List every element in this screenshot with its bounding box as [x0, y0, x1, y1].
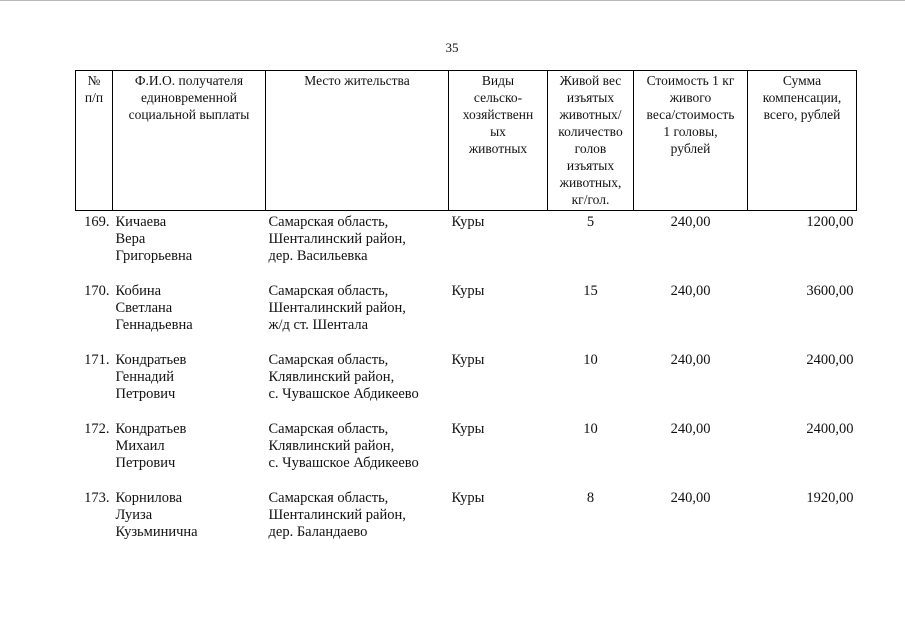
compensation-table — [75, 70, 857, 556]
row-name — [113, 349, 266, 418]
row-address — [266, 487, 449, 556]
text-line: Живой вес — [559, 73, 622, 88]
text-line: изъятых — [566, 90, 615, 105]
text-line: Ф.И.О. получателя — [134, 73, 244, 88]
text-line: живого — [669, 90, 712, 105]
text-line: Сумма — [782, 73, 822, 88]
text-line: дер. Баландаево — [268, 524, 368, 540]
row-qty: 8 — [586, 490, 595, 506]
row-total: 2400,00 — [806, 421, 854, 437]
row-address — [266, 418, 449, 487]
text-line: с. Чувашское Абдикеево — [268, 455, 419, 471]
header-total — [748, 71, 857, 211]
text-line: Петрович — [115, 455, 176, 471]
row-name — [113, 487, 266, 556]
text-line: Самарская область, — [268, 352, 389, 368]
table-row — [76, 211, 857, 281]
text-line: Геннадьевна — [115, 317, 193, 333]
text-line: с. Чувашское Абдикеево — [268, 386, 419, 402]
row-name — [113, 280, 266, 349]
text-line: изъятых — [566, 158, 615, 173]
text-line: хозяйственн — [462, 107, 534, 122]
text-line: Стоимость 1 кг — [646, 73, 735, 88]
text-line: животных, — [559, 175, 622, 190]
text-line: Петрович — [115, 386, 176, 402]
row-animal: Куры — [451, 490, 485, 506]
row-animal: Куры — [451, 421, 485, 437]
text-line: Вера — [115, 231, 146, 247]
text-line: Самарская область, — [268, 283, 389, 299]
text-line: всего, рублей — [763, 107, 841, 122]
text-line: кг/гол. — [571, 192, 610, 207]
row-num: 169. — [84, 214, 110, 230]
text-line: Корнилова — [115, 490, 183, 506]
text-line: Светлана — [115, 300, 173, 316]
row-name — [113, 418, 266, 487]
row-animal: Куры — [451, 283, 485, 299]
header-name — [113, 71, 266, 211]
text-line: социальной выплаты — [128, 107, 250, 122]
row-total: 2400,00 — [806, 352, 854, 368]
text-line: № — [87, 73, 101, 88]
text-line: животных — [468, 141, 528, 156]
row-price: 240,00 — [670, 421, 711, 437]
text-line: Кондратьев — [115, 421, 187, 437]
text-line: Григорьевна — [115, 248, 193, 264]
text-line: Клявлинский район, — [268, 369, 395, 385]
table-row — [76, 280, 857, 349]
row-num: 173. — [84, 490, 110, 506]
row-total: 1920,00 — [806, 490, 854, 506]
row-animal: Куры — [451, 214, 485, 230]
text-line: Кондратьев — [115, 352, 187, 368]
text-line: ж/д ст. Шентала — [268, 317, 369, 333]
row-price: 240,00 — [670, 352, 711, 368]
text-line: веса/стоимость — [646, 107, 735, 122]
text-line: дер. Васильевка — [268, 248, 368, 264]
row-price: 240,00 — [670, 283, 711, 299]
text-line: Место жительства — [304, 73, 410, 88]
table-header-row — [76, 71, 857, 211]
row-qty: 10 — [583, 421, 598, 437]
text-line: Шенталинский район, — [268, 300, 406, 316]
text-line: ых — [490, 124, 506, 139]
text-line: Геннадий — [115, 369, 175, 385]
row-qty: 15 — [583, 283, 598, 299]
text-line: единовременной — [141, 90, 237, 105]
header-animal-type — [449, 71, 548, 211]
header-residence — [266, 71, 449, 211]
text-line: Виды — [481, 73, 515, 88]
row-price: 240,00 — [670, 214, 711, 230]
text-line: Михаил — [115, 438, 165, 454]
text-line: Шенталинский район, — [268, 231, 406, 247]
row-total: 3600,00 — [806, 283, 854, 299]
row-animal: Куры — [451, 352, 485, 368]
row-total: 1200,00 — [806, 214, 854, 230]
text-line: Кобина — [115, 283, 162, 299]
text-line: голов — [574, 141, 607, 156]
text-line: Самарская область, — [268, 421, 389, 437]
text-line: п/п — [84, 90, 104, 105]
table-row — [76, 418, 857, 487]
text-line: Кичаева — [115, 214, 167, 230]
row-num: 171. — [84, 352, 110, 368]
text-line: компенсации, — [762, 90, 842, 105]
header-num — [76, 71, 113, 211]
page-number: 35 — [445, 40, 459, 55]
text-line: Самарская область, — [268, 214, 389, 230]
row-qty: 5 — [586, 214, 595, 230]
page-top-edge — [0, 0, 905, 1]
row-name — [113, 211, 266, 281]
text-line: количество — [558, 124, 623, 139]
table-row — [76, 487, 857, 556]
header-weight — [548, 71, 634, 211]
row-num: 172. — [84, 421, 110, 437]
row-address — [266, 211, 449, 281]
text-line: животных/ — [559, 107, 622, 122]
header-price — [634, 71, 748, 211]
row-address — [266, 349, 449, 418]
text-line: Луиза — [115, 507, 153, 523]
text-line: Кузьминична — [115, 524, 198, 540]
row-price: 240,00 — [670, 490, 711, 506]
text-line: рублей — [670, 141, 711, 156]
text-line: сельско- — [473, 90, 523, 105]
row-address — [266, 280, 449, 349]
text-line: Самарская область, — [268, 490, 389, 506]
text-line: 1 головы, — [663, 124, 718, 139]
text-line: Клявлинский район, — [268, 438, 395, 454]
row-num: 170. — [84, 283, 110, 299]
text-line: Шенталинский район, — [268, 507, 406, 523]
table-row — [76, 349, 857, 418]
row-qty: 10 — [583, 352, 598, 368]
